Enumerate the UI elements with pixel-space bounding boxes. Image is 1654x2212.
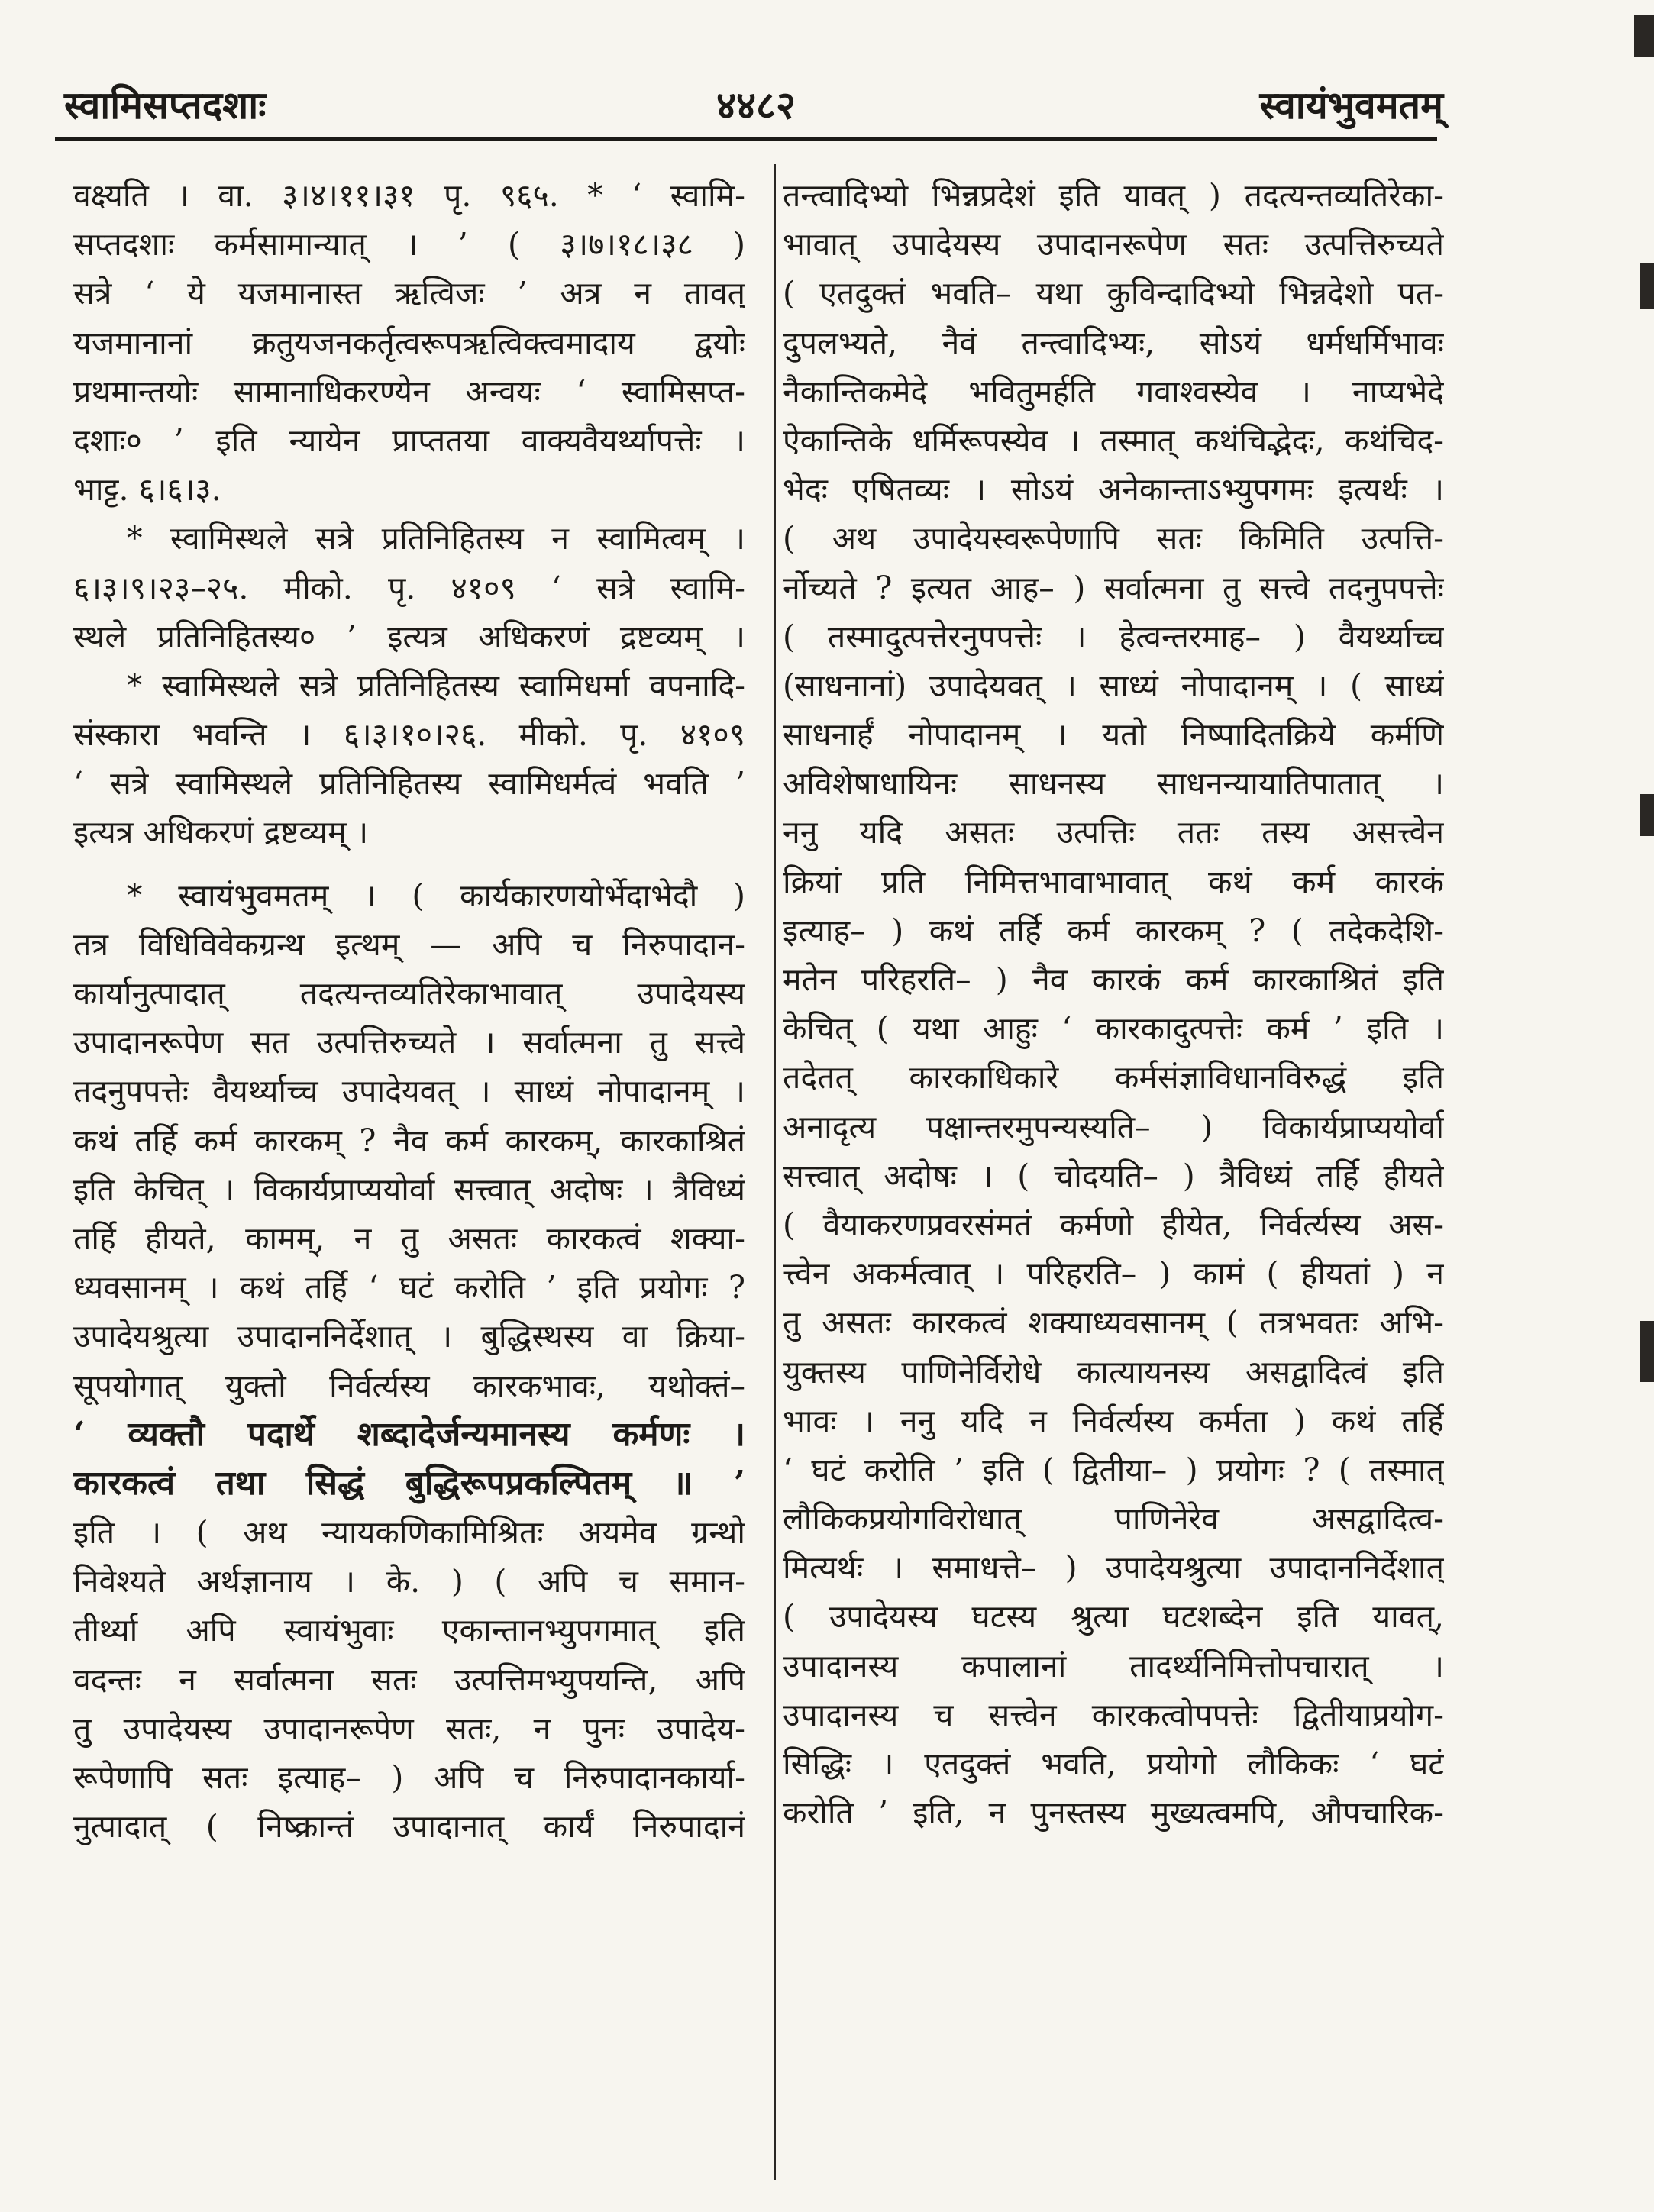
text-line: तीर्थ्या अपि स्वायंभुवाः एकान्तानभ्युपगमात् इति bbox=[73, 1612, 745, 1649]
text-line: ( अथ उपादेयस्वरूपेणापि सतः किमिति उत्पत्ति- bbox=[783, 520, 1444, 557]
scan-edge-mark bbox=[1640, 263, 1654, 309]
text-line: भावः । ननु यदि न निर्वर्त्यस्य कर्मता ) कथं तर्हि bbox=[783, 1402, 1444, 1439]
text-line: मित्यर्थः । समाधत्ते– ) उपादेयश्रुत्या उपादाननिर्देशात् bbox=[783, 1549, 1444, 1587]
header-rule bbox=[55, 137, 1437, 141]
text-line: तदेतत् कारकाधिकारे कर्मसंज्ञाविधानविरुद्धं इति bbox=[783, 1059, 1444, 1096]
text-line: नुत्पादात् ( निष्क्रान्तं उपादानात् कार्यं निरुपादानं bbox=[73, 1808, 745, 1845]
text-line: ध्यवसानम् । कथं तर्हि ‘ घटं करोति ’ इति प्रयोगः ? bbox=[73, 1269, 745, 1306]
text-line: भावात् उपादेयस्य उपादानरूपेण सतः उत्पत्तिरुच्यते bbox=[783, 226, 1444, 263]
text-line: वक्ष्यति । वा. ३।४।११।३१ पृ. ९६५. * ‘ स्वामि- bbox=[73, 177, 745, 214]
text-line: करोति ’ इति, न पुनस्तस्य मुख्यत्वमपि, औपचारिक- bbox=[783, 1794, 1444, 1832]
text-line: ननु यदि असतः उत्पत्तिः ततः तस्य असत्त्वेन bbox=[783, 814, 1444, 851]
text-line: * स्वामिस्थले सत्रे प्रतिनिहितस्य न स्वामित्वम् । bbox=[127, 520, 745, 557]
text-line: दशाः० ’ इति न्यायेन प्राप्ततया वाक्यवैयर्थ्यापत्तेः । bbox=[73, 421, 745, 459]
text-line: तु उपादेयस्य उपादानरूपेण सतः, न पुनः उपादेय- bbox=[73, 1710, 745, 1747]
page-header bbox=[46, 76, 1443, 134]
page-number: ४४८२ bbox=[716, 82, 796, 128]
text-line: अविशेषाधायिनः साधनस्य साधनन्यायातिपातात् । bbox=[783, 765, 1444, 802]
text-line: साधनार्हं नोपादानम् । यतो निष्पादितक्रिये कर्मणि bbox=[783, 716, 1444, 754]
text-line: लौकिकप्रयोगविरोधात् पाणिनेरेव असद्वादित्व- bbox=[783, 1500, 1444, 1538]
text-line: निवेश्यते अर्थज्ञानाय । के. ) ( अपि च समान- bbox=[73, 1563, 745, 1600]
text-line: संस्कारा भवन्ति । ६।३।१०।२६. मीको. पृ. ४१०९ bbox=[73, 716, 745, 754]
text-line: कारकत्वं तथा सिद्धं बुद्धिरूपप्रकल्पितम् ॥ ’ bbox=[73, 1463, 745, 1503]
text-line: अनादृत्य पक्षान्तरमुपन्यस्यति– ) विकार्यप्राप्ययोर्वा bbox=[783, 1108, 1444, 1145]
text-line: स्थले प्रतिनिहितस्य० ’ इत्यत्र अधिकरणं द्रष्टव्यम् । bbox=[73, 618, 745, 655]
text-line: उपादेयश्रुत्या उपादाननिर्देशात् । बुद्धिस्थस्य वा क्रिया- bbox=[73, 1318, 745, 1355]
text-line: उपादानस्य कपालानां तादर्थ्यनिमित्तोपचारात् । bbox=[783, 1647, 1444, 1684]
text-line: र्नोच्यते ? इत्यत आह– ) सर्वात्मना तु सत्त्वे तदनुपपत्तेः bbox=[783, 569, 1444, 606]
text-line: * स्वायंभुवमतम् । ( कार्यकारणयोर्भेदाभेदौ ) bbox=[127, 877, 745, 914]
text-line: ऐकान्तिके धर्मिरूपस्येव । तस्मात् कथंचिद्भेदः, कथंचिद- bbox=[783, 421, 1444, 459]
text-line: ‘ व्यक्तौ पदार्थे शब्दादेर्जन्यमानस्य कर्मणः । bbox=[73, 1414, 745, 1454]
text-line: ( उपादेयस्य घटस्य श्रुत्या घटशब्देन इति यावत्, bbox=[783, 1598, 1444, 1636]
text-line: प्रथमान्तयोः सामानाधिकरण्येन अन्वयः ‘ स्वामिसप्त- bbox=[73, 373, 745, 410]
text-line: ६।३।९।२३–२५. मीको. पृ. ४१०९ ‘ सत्रे स्वामि- bbox=[73, 569, 745, 606]
text-line: उपादानस्य च सत्त्वेन कारकत्वोपपत्तेः द्वितीयाप्रयोग- bbox=[783, 1696, 1444, 1733]
column-divider bbox=[774, 164, 776, 2180]
scan-edge-mark bbox=[1634, 15, 1654, 57]
text-line: सिद्धिः । एतदुक्तं भवति, प्रयोगो लौकिकः ‘ घटं bbox=[783, 1745, 1444, 1782]
scan-edge-mark bbox=[1640, 794, 1654, 836]
text-line: तन्त्वादिभ्यो भिन्नप्रदेशं इति यावत् ) तदत्यन्तव्यतिरेका- bbox=[783, 177, 1444, 214]
text-line: दुपलभ्यते, नैवं तन्त्वादिभ्यः, सोऽयं धर्मधर्मिभावः bbox=[783, 324, 1444, 361]
text-line: इत्याह– ) कथं तर्हि कर्म कारकम् ? ( तदेकदेशि- bbox=[783, 912, 1444, 949]
text-line: केचित् ( यथा आहुः ‘ कारकादुत्पत्तेः कर्म ’ इति । bbox=[783, 1010, 1444, 1048]
running-head-right: स्वायंभुवमतम् bbox=[1259, 82, 1443, 128]
text-line: तर्हि हीयते, कामम्, न तु असतः कारकत्वं शक्या- bbox=[73, 1219, 745, 1257]
text-line: इति । ( अथ न्यायकणिकामिश्रितः अयमेव ग्रन्थो bbox=[73, 1514, 745, 1552]
text-line: कार्यानुत्पादात् तदत्यन्तव्यतिरेकाभावात् उपादेयस्य bbox=[73, 975, 745, 1012]
text-line: क्रियां प्रति निमित्तभावाभावात् कथं कर्म कारकं bbox=[783, 863, 1444, 900]
text-line: युक्तस्य पाणिनेर्विरोधे कात्यायनस्य असद्वादित्वं इति bbox=[783, 1353, 1444, 1390]
text-line: सप्तदशाः कर्मसामान्यात् । ’ ( ३।७।१८।३८ ) bbox=[73, 226, 745, 263]
text-line: रूपेणापि सतः इत्याह– ) अपि च निरुपादानकार्या- bbox=[73, 1759, 745, 1796]
text-line: सूपयोगात् युक्तो निर्वर्त्यस्य कारकभावः, यथोक्तं– bbox=[73, 1367, 745, 1404]
text-line: इत्यत्र अधिकरणं द्रष्टव्यम् । bbox=[73, 814, 369, 851]
text-line: यजमानानां क्रतुयजनकर्तृत्वरूपऋत्विक्त्वमादाय द्वयोः bbox=[73, 324, 745, 361]
text-line: (साधनानां) उपादेयवत् । साध्यं नोपादानम् । ( साध्यं bbox=[783, 667, 1444, 704]
text-line: ‘ घटं करोति ’ इति ( द्वितीया– ) प्रयोगः ? ( तस्मात् bbox=[783, 1451, 1444, 1488]
text-line: ( एतदुक्तं भवति– यथा कुविन्दादिभ्यो भिन्नदेशो पत- bbox=[783, 275, 1444, 312]
text-line: त्त्वेन अकर्मत्वात् । परिहरति– ) कामं ( हीयतां ) न bbox=[783, 1255, 1444, 1293]
left-column bbox=[73, 171, 745, 1851]
scan-edge-mark bbox=[1640, 1321, 1654, 1382]
running-head-left: स्वामिसप्तदशाः bbox=[64, 82, 267, 128]
text-line: तु असतः कारकत्वं शक्याध्यवसानम् ( तत्रभवतः अभि- bbox=[783, 1304, 1444, 1342]
text-line: ‘ सत्रे स्वामिस्थले प्रतिनिहितस्य स्वामिधर्मत्वं भवति ’ bbox=[73, 765, 745, 802]
text-line: वदन्तः न सर्वात्मना सतः उत्पत्तिमभ्युपयन्ति, अपि bbox=[73, 1661, 745, 1698]
text-line: तदनुपपत्तेः वैयर्थ्याच्च उपादेयवत् । साध्यं नोपादानम् । bbox=[73, 1073, 745, 1110]
right-column bbox=[783, 171, 1444, 1837]
text-line: कथं तर्हि कर्म कारकम् ? नैव कर्म कारकम्, कारकाश्रितं bbox=[73, 1122, 745, 1159]
text-line: उपादानरूपेण सत उत्पत्तिरुच्यते । सर्वात्मना तु सत्त्वे bbox=[73, 1024, 745, 1061]
text-line: मतेन परिहरति– ) नैव कारकं कर्म कारकाश्रितं इति bbox=[783, 961, 1444, 998]
text-line: ( वैयाकरणप्रवरसंमतं कर्मणो हीयेत, निर्वर्त्यस्य अस- bbox=[783, 1206, 1444, 1243]
text-line: नैकान्तिकमेदे भवितुमर्हति गवाश्वस्येव । नाप्यभेदे bbox=[783, 373, 1444, 410]
text-line: भेदः एषितव्यः । सोऽयं अनेकान्ताऽभ्युपगमः इत्यर्थः । bbox=[783, 471, 1444, 509]
text-line: ( तस्मादुत्पत्तेरनुपपत्तेः । हेत्वन्तरमाह– ) वैयर्थ्याच्च bbox=[783, 618, 1444, 655]
text-line: भाट्ट. ६।६।३. bbox=[73, 471, 221, 509]
text-line: सत्त्वात् अदोषः । ( चोदयति– ) त्रैविध्यं तर्हि हीयते bbox=[783, 1157, 1444, 1194]
text-line: तत्र विधिविवेकग्रन्थ इत्थम् — अपि च निरुपादान- bbox=[73, 925, 745, 963]
text-line: * स्वामिस्थले सत्रे प्रतिनिहितस्य स्वामिधर्मा वपनादि- bbox=[127, 667, 745, 704]
text-line: इति केचित् । विकार्यप्राप्ययोर्वा सत्त्वात् अदोषः । त्रैविध्यं bbox=[73, 1171, 745, 1208]
text-line: सत्रे ‘ ये यजमानास्त ऋत्विजः ’ अत्र न तावत् bbox=[73, 275, 745, 312]
